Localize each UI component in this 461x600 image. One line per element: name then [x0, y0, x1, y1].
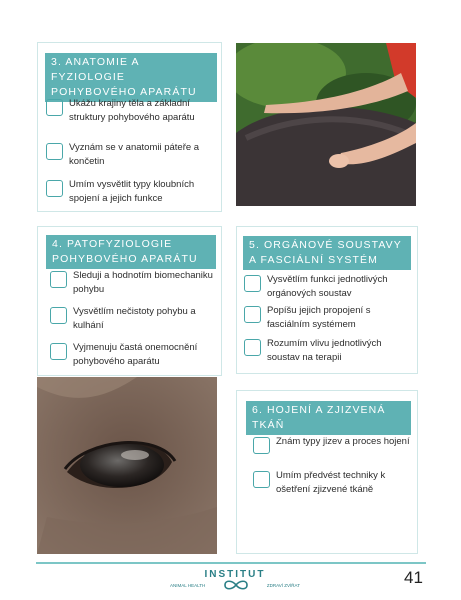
checkbox-icon[interactable]: [244, 306, 261, 323]
checkbox-icon[interactable]: [46, 180, 63, 197]
infinity-logo-icon: [222, 580, 250, 590]
checkbox-icon[interactable]: [244, 339, 261, 356]
checklist-item: [253, 469, 413, 497]
checklist-item: [46, 97, 214, 125]
checklist-item-text: Umím vysvětlit typy kloubních spojení a jejich funkce: [69, 179, 195, 204]
checkbox-icon[interactable]: [50, 271, 67, 288]
section-3-title: 3. ANATOMIE A FYZIOLOGIE POHYBOVÉHO APARÁTU: [45, 53, 217, 102]
checklist-item-text: Vyjmenuju častá onemocnění pohybového aparátu: [73, 342, 198, 367]
section-4-card: [37, 226, 222, 376]
section-3-card: [37, 42, 222, 212]
checklist-item-text: Rozumím vlivu jednotlivých soustav na terapii: [267, 338, 382, 363]
checkbox-icon[interactable]: [253, 471, 270, 488]
checklist-item: [244, 337, 414, 365]
checklist-item: [244, 304, 414, 332]
checklist-item-text: Ukážu krajiny těla a základní struktury pohybového aparátu: [69, 98, 195, 123]
checklist-item: [244, 273, 414, 301]
horse-eye-illustration: [37, 377, 217, 554]
checkbox-icon[interactable]: [50, 343, 67, 360]
horse-back-illustration: [236, 43, 416, 206]
checkbox-icon[interactable]: [244, 275, 261, 292]
horse-back-photo: [236, 43, 416, 206]
checkbox-icon[interactable]: [50, 307, 67, 324]
page-number: 41: [404, 568, 423, 587]
checklist-item-text: Sleduji a hodnotím biomechaniku pohybu: [73, 270, 213, 295]
logo-title: INSTITUT: [204, 569, 266, 580]
checklist-item: [50, 341, 216, 369]
checkbox-icon[interactable]: [253, 437, 270, 454]
logo-left-text: ANIMAL HEALTH: [170, 582, 206, 588]
checklist-item: [50, 305, 216, 333]
checklist-item-text: Znám typy jizev a proces hojení: [276, 436, 410, 447]
section-4-title: 4. PATOFYZIOLOGIE POHYBOVÉHO APARÁTU: [46, 235, 216, 269]
checkbox-icon[interactable]: [46, 99, 63, 116]
section-6-card: [236, 390, 418, 554]
horse-eye-photo: [37, 377, 217, 554]
section-5-title: 5. ORGÁNOVÉ SOUSTAVY A FASCIÁLNÍ SYSTÉM: [243, 236, 411, 270]
checklist-item-text: Umím předvést techniky k ošetření zjizvené tkáně: [276, 470, 386, 495]
checklist-item-text: Vyznám se v anatomii páteře a končetin: [69, 142, 200, 167]
checklist-item: [50, 269, 216, 297]
checklist-item-text: Popíšu jejich propojení s fasciálním systémem: [267, 305, 371, 330]
checklist-item: [253, 435, 413, 454]
footer-divider: [36, 562, 426, 564]
checklist-item-text: Vysvětlím nečistoty pohybu a kulhání: [73, 306, 196, 331]
checkbox-icon[interactable]: [46, 143, 63, 160]
checklist-item: [46, 178, 216, 206]
section-5-card: [236, 226, 418, 374]
checklist-item: [46, 141, 214, 169]
logo-subline: [170, 580, 300, 590]
institut-logo: [170, 569, 300, 595]
section-6-title: 6. HOJENÍ A ZJIZVENÁ TKÁŇ: [246, 401, 411, 435]
logo-right-text: ZDRAVÍ ZVÍŘAT: [266, 582, 300, 588]
checklist-item-text: Vysvětlím funkci jednotlivých orgánových soustav: [267, 274, 388, 299]
